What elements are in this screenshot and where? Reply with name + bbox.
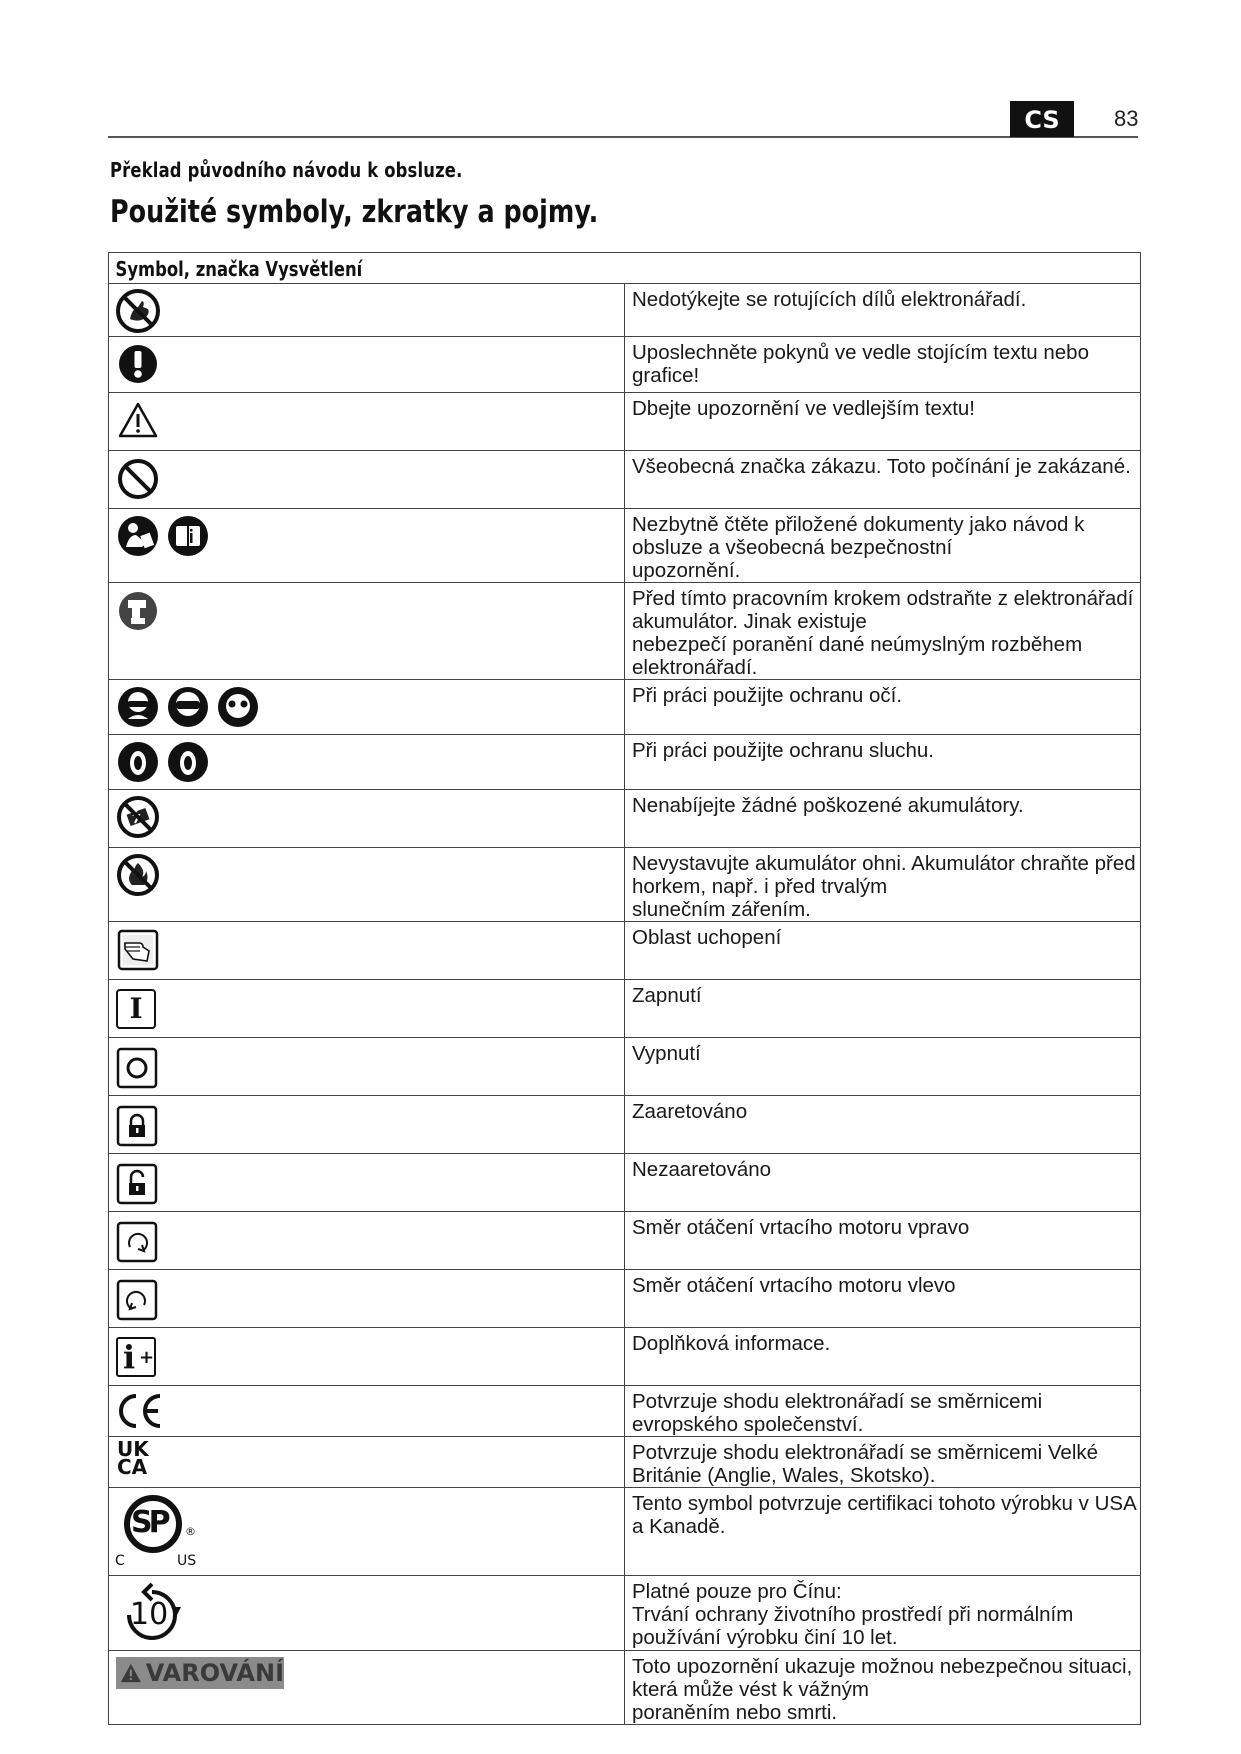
- symbol-cell: [109, 1038, 625, 1096]
- symbol-cell: [109, 922, 625, 980]
- description-line: poraněním nebo smrti.: [632, 1701, 838, 1724]
- table-row: [109, 1038, 1141, 1096]
- table-row: [109, 848, 1141, 922]
- csa-letters: SP: [131, 1505, 167, 1540]
- symbol-cell: [109, 1488, 625, 1576]
- table-row: [109, 1096, 1141, 1154]
- table-row: [109, 583, 1141, 680]
- description-cell: [625, 451, 1141, 509]
- description-line: Tento symbol potvrzuje certifikaci tohoto výrobku v USA a Kanadě.: [632, 1492, 1136, 1538]
- symbol-cell: [109, 284, 625, 337]
- table-row: [109, 337, 1141, 393]
- description-cell: [625, 980, 1141, 1038]
- symbol-cell: [109, 848, 625, 922]
- no-touch-rotating-icon: [116, 289, 160, 333]
- description-cell: [625, 1096, 1141, 1154]
- description-line: Nenabíjejte žádné poškozené akumulátory.: [632, 794, 1024, 817]
- description-cell: [625, 393, 1141, 451]
- no-fire-battery-icon: [116, 853, 160, 897]
- symbol-cell: [109, 451, 625, 509]
- warning-triangle-icon: [116, 398, 160, 442]
- description-cell: [625, 1270, 1141, 1328]
- description-cell: [625, 922, 1141, 980]
- symbol-cell: [109, 583, 625, 680]
- description-line: Všeobecná značka zákazu. Toto počínání je zakázané.: [632, 455, 1131, 478]
- csa-mark-icon: [115, 1488, 205, 1572]
- description-line: Vypnutí: [632, 1042, 701, 1065]
- table-row: [109, 1328, 1141, 1386]
- description-line: Před tímto pracovním krokem odstraňte z elektronářadí akumulátor. Jinak existuje: [632, 587, 1134, 633]
- description-cell: [625, 735, 1141, 790]
- description-line: Toto upozornění ukazuje možnou nebezpečnou situaci, která může vést k vážným: [632, 1655, 1133, 1701]
- description-line: Doplňková informace.: [632, 1332, 831, 1355]
- no-charge-damaged-battery-icon: [116, 795, 160, 839]
- symbols-table: [108, 252, 1141, 1725]
- description-cell: [625, 790, 1141, 848]
- description-line: Zapnutí: [632, 984, 702, 1007]
- read-manual-icon: [116, 514, 216, 558]
- symbol-cell: [109, 1651, 625, 1725]
- ukca-bottom: CA: [117, 1455, 148, 1479]
- description-line: Směr otáčení vrtacího motoru vpravo: [632, 1216, 970, 1239]
- table-header-row: [109, 253, 1141, 284]
- description-cell: [625, 1212, 1141, 1270]
- description-line: Zaaretováno: [632, 1100, 748, 1123]
- description-line: Nezbytně čtěte přiložené dokumenty jako návod k obsluze a všeobecná bezpečnostní: [632, 513, 1085, 559]
- prohibition-icon: [116, 456, 160, 500]
- table-row: [109, 1212, 1141, 1270]
- description-line: upozornění.: [632, 559, 741, 582]
- symbol-cell: [109, 1576, 625, 1651]
- description-line: Uposlechněte pokynů ve vedle stojícím textu nebo grafice!: [632, 341, 1089, 387]
- column-header: Symbol, značka Vysvětlení: [115, 257, 363, 281]
- exclamation-icon: [116, 342, 160, 386]
- description-line: slunečním zářením.: [632, 898, 811, 921]
- description-cell: [625, 1328, 1141, 1386]
- efup-number: 10: [130, 1597, 169, 1632]
- power-off-icon: [116, 1047, 160, 1091]
- symbol-cell: [109, 680, 625, 735]
- header-rule: [108, 136, 1138, 138]
- eye-protection-icon: [116, 685, 262, 729]
- description-cell: [625, 284, 1141, 337]
- table-row: [109, 509, 1141, 583]
- description-cell: [625, 848, 1141, 922]
- description-cell: [625, 583, 1141, 680]
- power-on-icon: [116, 989, 156, 1029]
- warning-badge-triangle-icon: [120, 1661, 142, 1685]
- symbol-cell: [109, 1437, 625, 1488]
- description-cell: [625, 1651, 1141, 1725]
- rotate-right-icon: [116, 1221, 160, 1265]
- description-line: Nevystavujte akumulátor ohni. Akumulátor chraňte před horkem, např. i před trvalým: [632, 852, 1136, 898]
- table-row: [109, 1437, 1141, 1488]
- table-row: [109, 790, 1141, 848]
- description-cell: [625, 509, 1141, 583]
- warning-badge-icon: [116, 1657, 284, 1689]
- grip-area-icon: [116, 927, 160, 971]
- ukca-top: UK: [117, 1437, 149, 1461]
- description-cell: [625, 1576, 1141, 1651]
- description-line: Nezaaretováno: [632, 1158, 772, 1181]
- table-row: [109, 922, 1141, 980]
- symbol-cell: [109, 1096, 625, 1154]
- symbol-cell: [109, 1386, 625, 1437]
- info-icon: [116, 1337, 156, 1377]
- page-title: Použité symboly, zkratky a pojmy.: [110, 194, 599, 230]
- table-row: [109, 1386, 1141, 1437]
- description-line: Při práci použijte ochranu sluchu.: [632, 739, 934, 762]
- description-cell: [625, 1154, 1141, 1212]
- language-badge: CS: [1010, 101, 1074, 137]
- symbol-cell: [109, 393, 625, 451]
- table-row: [109, 1576, 1141, 1651]
- info-plus: +: [139, 1347, 155, 1368]
- ukca-mark-icon: [117, 1437, 157, 1479]
- description-line: Dbejte upozornění ve vedlejším textu!: [632, 397, 975, 420]
- description-cell: [625, 1386, 1141, 1437]
- description-line: Potvrzuje shodu elektronářadí se směrnicemi evropského společenství.: [632, 1390, 1043, 1436]
- symbol-cell: [109, 735, 625, 790]
- ce-mark-icon: [116, 1392, 164, 1430]
- description-cell: [625, 1488, 1141, 1576]
- table-row: [109, 1488, 1141, 1576]
- description-cell: [625, 1038, 1141, 1096]
- table-header-cell: [109, 253, 1141, 284]
- csa-reg: ®: [185, 1525, 196, 1538]
- table-row: [109, 393, 1141, 451]
- description-line: Potvrzuje shodu elektronářadí se směrnicemi Velké Británie (Anglie, Wales, Skotsko).: [632, 1441, 1099, 1487]
- symbol-cell: [109, 790, 625, 848]
- csa-us: US: [177, 1553, 197, 1569]
- symbol-cell: [109, 1212, 625, 1270]
- description-line: Trvání ochrany životního prostředí při normálním používání výrobku činí 10 let.: [632, 1603, 1074, 1649]
- rotate-left-icon: [116, 1279, 160, 1323]
- description-line: Nedotýkejte se rotujících dílů elektronářadí.: [632, 288, 1027, 311]
- description-cell: [625, 1437, 1141, 1488]
- table-row: [109, 980, 1141, 1038]
- table-row: [109, 1270, 1141, 1328]
- description-line: Oblast uchopení: [632, 926, 782, 949]
- table-row: [109, 451, 1141, 509]
- warning-badge-label: VAROVÁNÍ: [145, 1659, 284, 1687]
- table-row: [109, 735, 1141, 790]
- description-cell: [625, 337, 1141, 393]
- symbol-cell: [109, 509, 625, 583]
- description-line: Při práci použijte ochranu očí.: [632, 684, 903, 707]
- power-on-glyph: I: [129, 992, 143, 1025]
- table-row: [109, 284, 1141, 337]
- description-cell: [625, 680, 1141, 735]
- remove-battery-icon: [116, 588, 160, 632]
- info-glyph-icon: i: [123, 1338, 136, 1376]
- description-line: Platné pouze pro Čínu:: [632, 1580, 842, 1603]
- table-row: [109, 680, 1141, 735]
- locked-icon: [116, 1105, 160, 1149]
- symbol-cell: [109, 980, 625, 1038]
- page-number: 83: [1114, 106, 1139, 131]
- ear-protection-icon: [116, 740, 212, 784]
- description-line: Směr otáčení vrtacího motoru vlevo: [632, 1274, 956, 1297]
- description-line: nebezpečí poranění dané neúmyslným rozběhem elektronářadí.: [632, 633, 1083, 679]
- table-row: [109, 1651, 1141, 1725]
- table-row: [109, 1154, 1141, 1212]
- symbol-cell: [109, 337, 625, 393]
- china-efup-10-icon: [117, 1580, 187, 1650]
- symbol-cell: [109, 1328, 625, 1386]
- symbol-cell: [109, 1270, 625, 1328]
- symbol-cell: [109, 1154, 625, 1212]
- subtitle: Překlad původního návodu k obsluze.: [110, 158, 463, 182]
- unlocked-icon: [116, 1163, 160, 1207]
- csa-c: C: [115, 1553, 125, 1569]
